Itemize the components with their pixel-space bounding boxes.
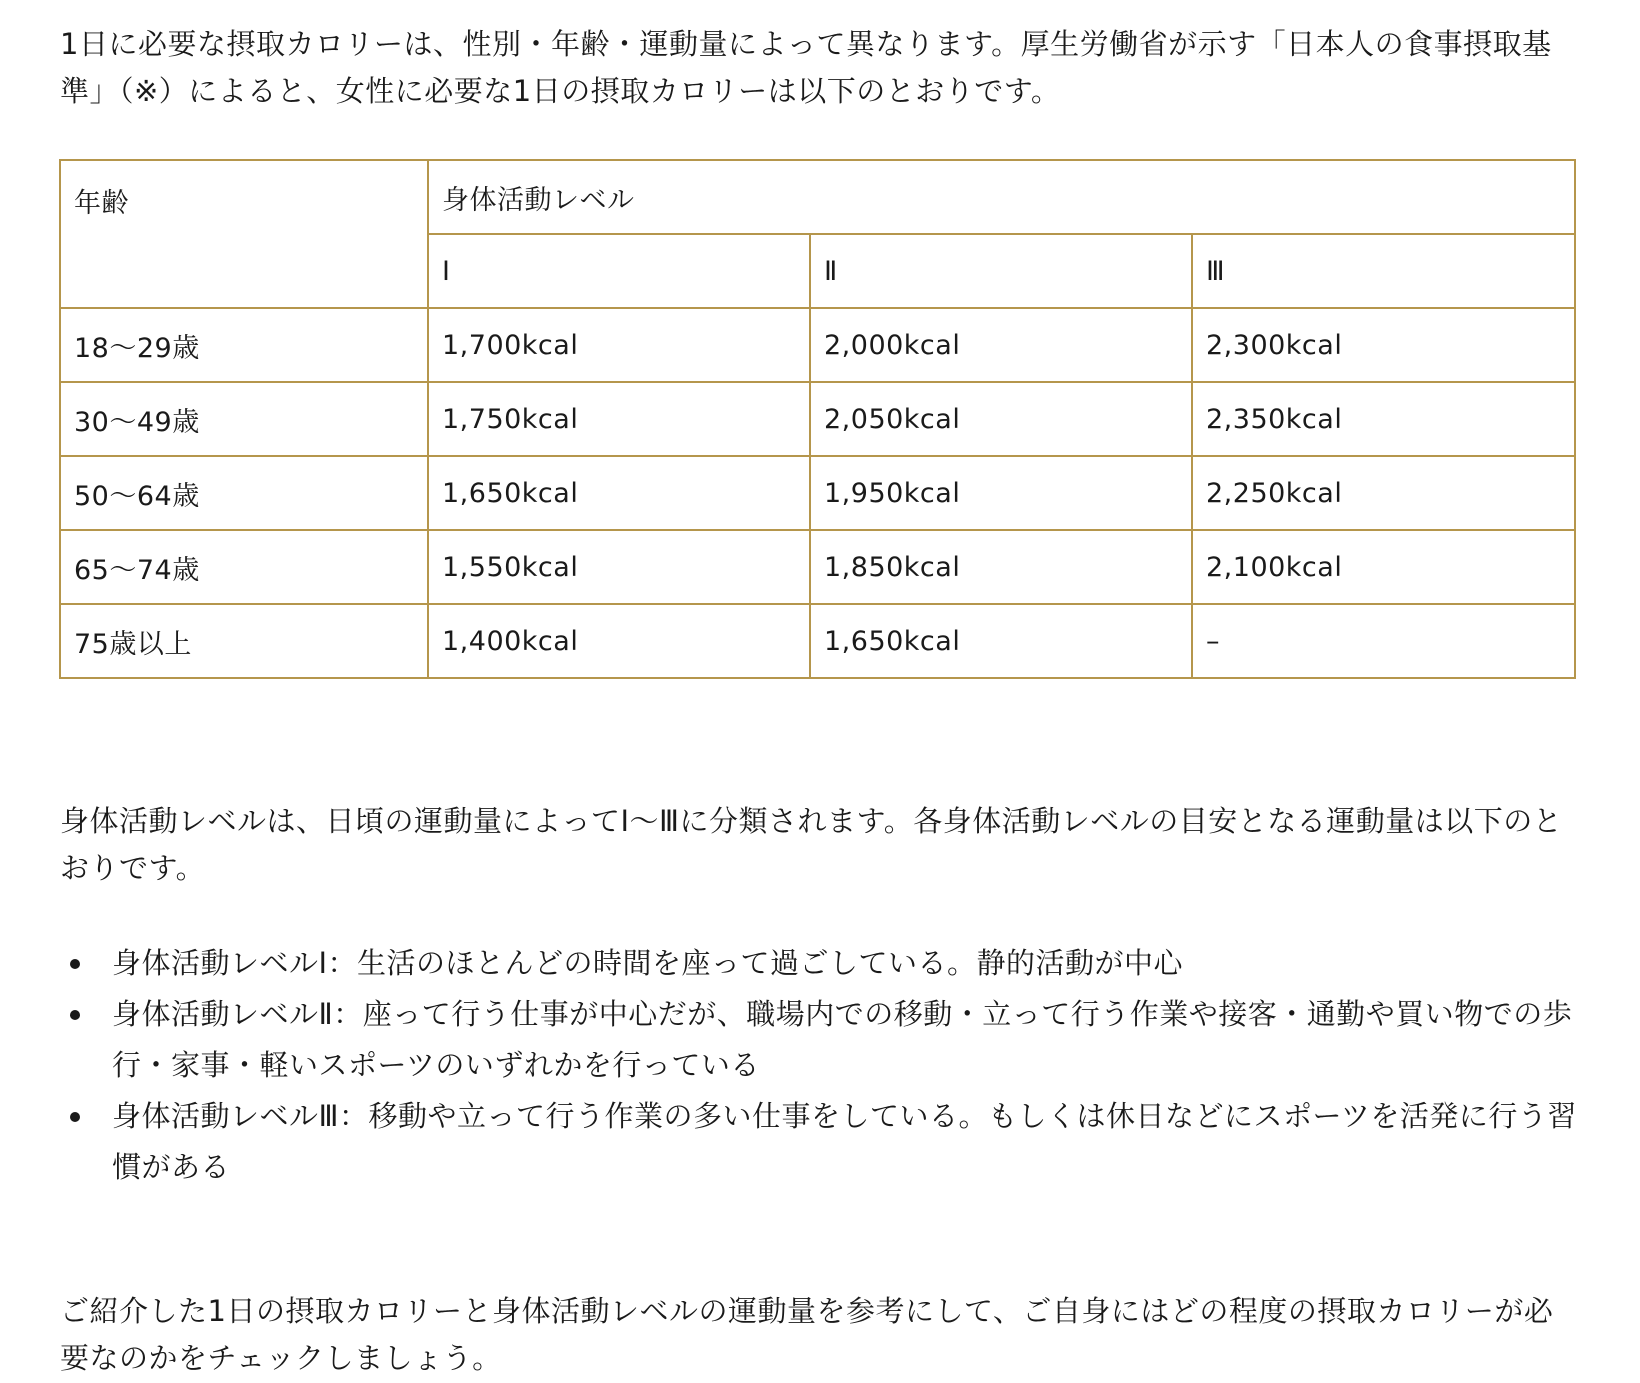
list-item-text: 身体活動レベルⅢ：移動や立って行う作業の多い仕事をしている。もしくは休日などにスポーツを活発に行う習慣がある bbox=[112, 1099, 1577, 1184]
table-row bbox=[60, 308, 1575, 382]
kcal-cell: 2,350kcal bbox=[1192, 382, 1575, 456]
kcal-cell: 2,050kcal bbox=[810, 382, 1192, 456]
header-level-3: Ⅲ bbox=[1192, 234, 1575, 308]
bullet-icon bbox=[70, 1112, 80, 1122]
intro-paragraph: 1日に必要な摂取カロリーは、性別・年齢・運動量によって異なります。厚生労働省が示す「日本人の食事摂取基準」（※）によると、女性に必要な1日の摂取カロリーは以下のとおりです。 bbox=[60, 27, 1552, 108]
table-row bbox=[60, 530, 1575, 604]
header-age: 年齢 bbox=[60, 160, 428, 308]
age-cell: 30〜49歳 bbox=[60, 382, 428, 456]
outro-paragraph: ご紹介した1日の摂取カロリーと身体活動レベルの運動量を参考にして、ご自身にはどの程度の摂取カロリーが必要なのかをチェックしましょう。 bbox=[60, 1294, 1554, 1375]
kcal-cell: 1,550kcal bbox=[428, 530, 810, 604]
table-row bbox=[60, 604, 1575, 678]
list-item-text: 身体活動レベルⅡ：座って行う仕事が中心だが、職場内での移動・立って行う作業や接客・通勤や買い物での歩行・家事・軽いスポーツのいずれかを行っている bbox=[112, 997, 1573, 1082]
activity-level-list bbox=[60, 938, 1580, 1193]
list-item bbox=[60, 989, 1580, 1091]
age-cell: 75歳以上 bbox=[60, 604, 428, 678]
kcal-cell: 1,700kcal bbox=[428, 308, 810, 382]
list-item bbox=[60, 1091, 1580, 1193]
kcal-cell: 1,750kcal bbox=[428, 382, 810, 456]
list-item-text: 身体活動レベルⅠ：生活のほとんどの時間を座って過ごしている。静的活動が中心 bbox=[112, 946, 1184, 980]
header-level-1: Ⅰ bbox=[428, 234, 810, 308]
bullet-icon bbox=[70, 1010, 80, 1020]
kcal-cell: – bbox=[1192, 604, 1575, 678]
kcal-cell: 1,650kcal bbox=[810, 604, 1192, 678]
kcal-cell: 1,400kcal bbox=[428, 604, 810, 678]
levels-intro-paragraph: 身体活動レベルは、日頃の運動量によってⅠ〜Ⅲに分類されます。各身体活動レベルの目安となる運動量は以下のとおりです。 bbox=[60, 804, 1563, 885]
table-row bbox=[60, 382, 1575, 456]
kcal-cell: 2,300kcal bbox=[1192, 308, 1575, 382]
kcal-cell: 2,000kcal bbox=[810, 308, 1192, 382]
table-row bbox=[60, 456, 1575, 530]
header-activity-level: 身体活動レベル bbox=[428, 160, 1575, 234]
kcal-cell: 2,100kcal bbox=[1192, 530, 1575, 604]
age-cell: 65〜74歳 bbox=[60, 530, 428, 604]
age-cell: 50〜64歳 bbox=[60, 456, 428, 530]
table-header-row bbox=[60, 160, 1575, 234]
kcal-cell: 1,650kcal bbox=[428, 456, 810, 530]
kcal-cell: 2,250kcal bbox=[1192, 456, 1575, 530]
kcal-cell: 1,950kcal bbox=[810, 456, 1192, 530]
bullet-icon bbox=[70, 959, 80, 969]
kcal-cell: 1,850kcal bbox=[810, 530, 1192, 604]
list-item bbox=[60, 938, 1580, 989]
header-level-2: Ⅱ bbox=[810, 234, 1192, 308]
calorie-table bbox=[59, 159, 1576, 679]
age-cell: 18〜29歳 bbox=[60, 308, 428, 382]
